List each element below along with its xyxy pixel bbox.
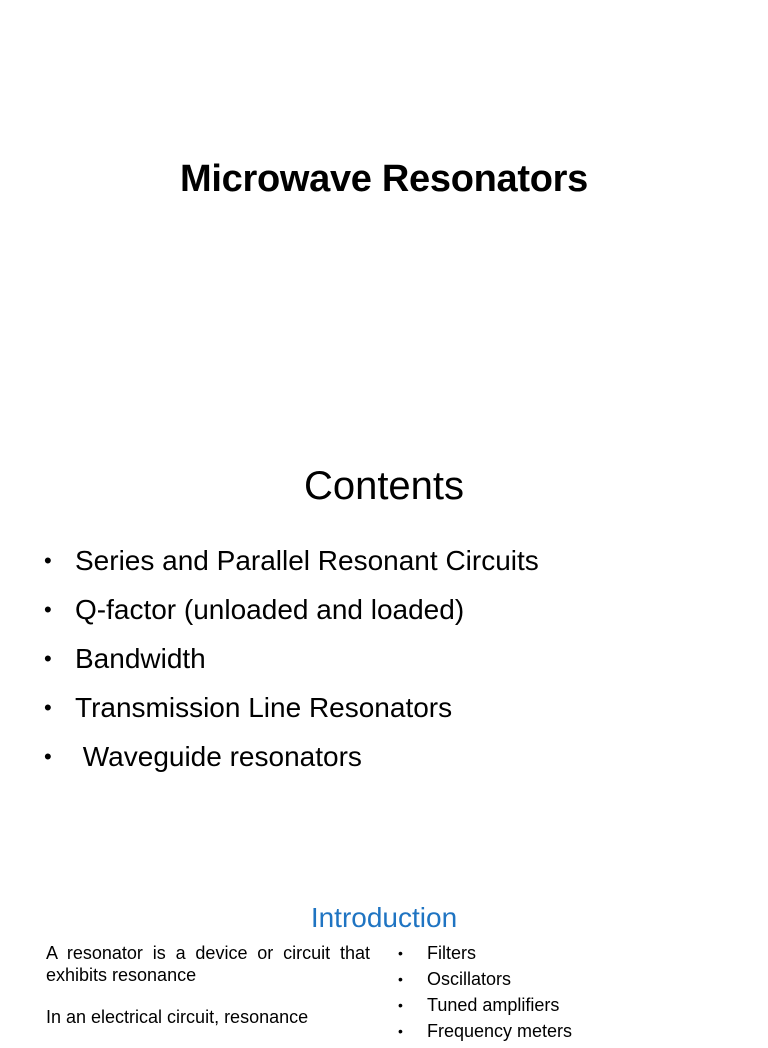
bullet-icon: • bbox=[398, 971, 403, 987]
list-item-text: Q-factor (unloaded and loaded) bbox=[75, 594, 465, 625]
presentation-title: Microwave Resonators bbox=[180, 158, 588, 200]
list-item-text: Oscillators bbox=[427, 969, 512, 989]
bullet-icon: • bbox=[398, 997, 403, 1013]
bullet-icon: • bbox=[44, 548, 52, 573]
list-item bbox=[44, 683, 539, 732]
slide-contents bbox=[0, 430, 768, 860]
list-item bbox=[398, 968, 572, 994]
contents-list bbox=[44, 536, 539, 781]
list-item-text: Filters bbox=[427, 943, 476, 963]
bullet-icon: • bbox=[398, 945, 403, 961]
list-item-text: Transmission Line Resonators bbox=[75, 692, 453, 723]
applications-list bbox=[398, 942, 572, 1046]
introduction-heading: Introduction bbox=[310, 902, 458, 933]
paragraph: In an electrical circuit, resonance bbox=[46, 1007, 309, 1027]
list-item bbox=[398, 994, 572, 1020]
list-item-text: Frequency meters bbox=[427, 1021, 573, 1041]
bullet-icon: • bbox=[44, 646, 52, 671]
list-item bbox=[44, 536, 539, 585]
introduction-text bbox=[46, 942, 370, 1048]
list-item bbox=[44, 634, 539, 683]
list-item bbox=[44, 732, 539, 781]
bullet-icon: • bbox=[44, 597, 52, 622]
paragraph: A resonator is a device or circuit that exhibits resonance bbox=[46, 943, 370, 985]
list-item bbox=[398, 1020, 572, 1046]
list-item-text: Bandwidth bbox=[75, 643, 206, 674]
contents-heading: Contents bbox=[303, 464, 465, 508]
list-item-text: Tuned amplifiers bbox=[427, 995, 560, 1015]
list-item bbox=[44, 585, 539, 634]
bullet-icon: • bbox=[44, 744, 52, 769]
list-item-text: Series and Parallel Resonant Circuits bbox=[75, 545, 539, 576]
bullet-icon: • bbox=[398, 1023, 403, 1039]
bullet-icon: • bbox=[44, 695, 52, 720]
list-item-text: Waveguide resonators bbox=[75, 741, 362, 772]
slide-introduction bbox=[0, 870, 768, 1041]
list-item bbox=[398, 942, 572, 968]
slide-title bbox=[0, 0, 768, 430]
